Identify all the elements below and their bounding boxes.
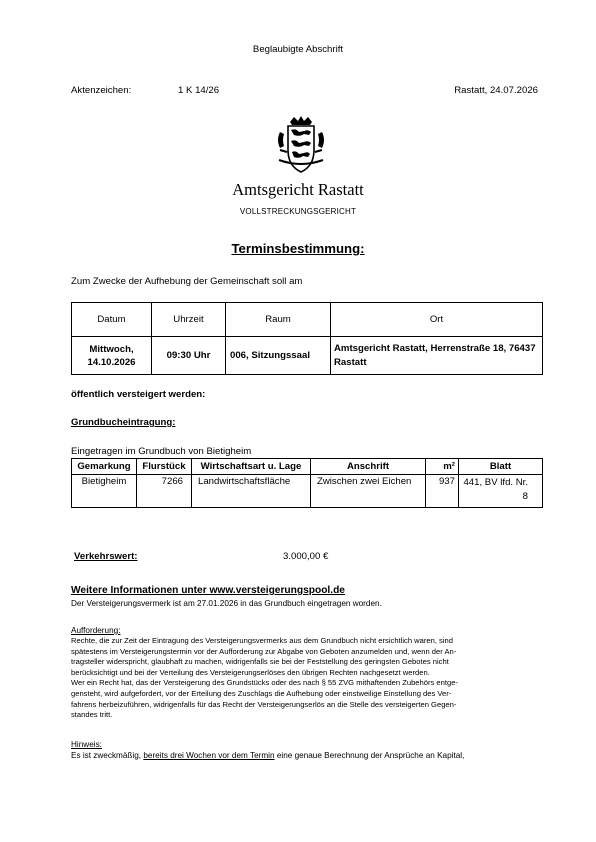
grundbuch-header-row bbox=[72, 459, 543, 475]
aufforderung-line: Rechte, die zur Zeit der Eintragung des Versteigerungsvermerks aus dem Grundbuch nicht ersichtlich waren, sind bbox=[71, 636, 453, 645]
gb-blatt: 441, BV lfd. Nr. 8 bbox=[459, 475, 543, 508]
aufforderung-line: fahrens herbeizuführen, widrigenfalls für das Recht der Versteigerungserlös an die Stelle des versteigerten Gegen- bbox=[71, 699, 457, 709]
document-header: Beglaubigte Abschrift bbox=[252, 44, 344, 55]
hinweis-emphasis: bereits drei Wochen vor dem Termin bbox=[143, 751, 275, 760]
gb-header-flaeche: m² bbox=[426, 459, 459, 475]
termin-header-datum: Datum bbox=[72, 303, 152, 337]
intro-text: Zum Zwecke der Aufhebung der Gemeinschaft soll am bbox=[71, 276, 303, 287]
termin-ort: Amtsgericht Rastatt, Herrenstraße 18, 76437 Rastatt bbox=[331, 337, 543, 375]
versteigerungsvermerk-text: Der Versteigerungsvermerk ist am 27.01.2026 in das Grundbuch eingetragen worden. bbox=[71, 599, 382, 608]
gb-header-flurstueck: Flurstück bbox=[137, 459, 192, 475]
gb-anschrift: Zwischen zwei Eichen bbox=[311, 475, 426, 508]
grundbuch-table bbox=[71, 458, 543, 508]
termin-header-raum: Raum bbox=[226, 303, 331, 337]
termin-header-row bbox=[72, 303, 543, 337]
place-date: Rastatt, 24.07.2026 bbox=[454, 85, 538, 96]
hinweis-heading: Hinweis: bbox=[71, 740, 102, 749]
termin-table bbox=[71, 302, 543, 375]
aufforderung-line: tragsteller widerspricht, glaubhaft zu machen, widrigenfalls sie bei der Feststellung des geringsten Gebotes nicht bbox=[71, 657, 449, 667]
grundbuch-heading: Grundbucheintragung: bbox=[71, 417, 176, 428]
hinweis-text-end: eine genaue Berechnung der Ansprüche an Kapital, bbox=[274, 751, 465, 760]
aktenzeichen-label: Aktenzeichen: bbox=[71, 85, 132, 96]
termin-value-row bbox=[72, 337, 543, 375]
gb-gemarkung: Bietigheim bbox=[72, 475, 137, 508]
termin-header-ort: Ort bbox=[331, 303, 543, 337]
gb-header-gemarkung: Gemarkung bbox=[72, 459, 137, 475]
aufforderung-line: gensteht, wird aufgefordert, vor der Erteilung des Zuschlags die Aufhebung oder einstweilige Einstellung des Ver- bbox=[71, 688, 452, 698]
gb-flaeche: 937 bbox=[426, 475, 459, 508]
aufforderung-line: spätestens im Versteigerungstermin vor der Aufforderung zur Abgabe von Geboten anzumelden und, wenn der An- bbox=[71, 646, 457, 656]
gb-header-blatt: Blatt bbox=[459, 459, 543, 475]
coat-of-arms-icon bbox=[274, 116, 328, 174]
info-link-heading[interactable]: Weitere Informationen unter www.versteigerungspool.de bbox=[71, 585, 345, 596]
aufforderung-line: Wer ein Recht hat, das der Versteigerung des Grundstücks oder des nach § 55 ZVG mithaftenden Zubehörs entge- bbox=[71, 678, 458, 688]
gb-header-anschrift: Anschrift bbox=[311, 459, 426, 475]
hinweis-text bbox=[71, 751, 543, 760]
verkehrswert-label: Verkehrswert: bbox=[74, 551, 138, 562]
gb-flurstueck: 7266 bbox=[137, 475, 192, 508]
gb-wirtschaftsart: Landwirtschaftsfläche bbox=[192, 475, 311, 508]
court-name: Amtsgericht Rastatt bbox=[232, 180, 364, 199]
versteigert-text: öffentlich versteigert werden: bbox=[71, 389, 206, 400]
document-title: Terminsbestimmung: bbox=[231, 241, 365, 256]
verkehrswert-value: 3.000,00 € bbox=[283, 551, 329, 562]
termin-header-uhrzeit: Uhrzeit bbox=[152, 303, 226, 337]
termin-raum: 006, Sitzungssaal bbox=[226, 337, 331, 375]
aufforderung-line: berücksichtigt und bei der Verteilung des Versteigerungserlöses den übrigen Rechten nachgesetzt werden. bbox=[71, 667, 430, 677]
aufforderung-line: standes tritt. bbox=[71, 710, 113, 720]
aktenzeichen-value: 1 K 14/26 bbox=[178, 85, 220, 96]
termin-uhrzeit: 09:30 Uhr bbox=[152, 337, 226, 375]
grundbuch-intro: Eingetragen im Grundbuch von Bietigheim bbox=[71, 446, 252, 457]
court-department: VOLLSTRECKUNGSGERICHT bbox=[239, 207, 357, 216]
termin-datum: Mittwoch, 14.10.2026 bbox=[72, 337, 152, 375]
hinweis-text-start: Es ist zweckmäßig, bbox=[71, 751, 144, 760]
aufforderung-heading: Aufforderung: bbox=[71, 626, 121, 635]
table-row bbox=[72, 475, 543, 508]
aufforderung-text bbox=[71, 636, 543, 721]
gb-header-wirtschaftsart: Wirtschaftsart u. Lage bbox=[192, 459, 311, 475]
